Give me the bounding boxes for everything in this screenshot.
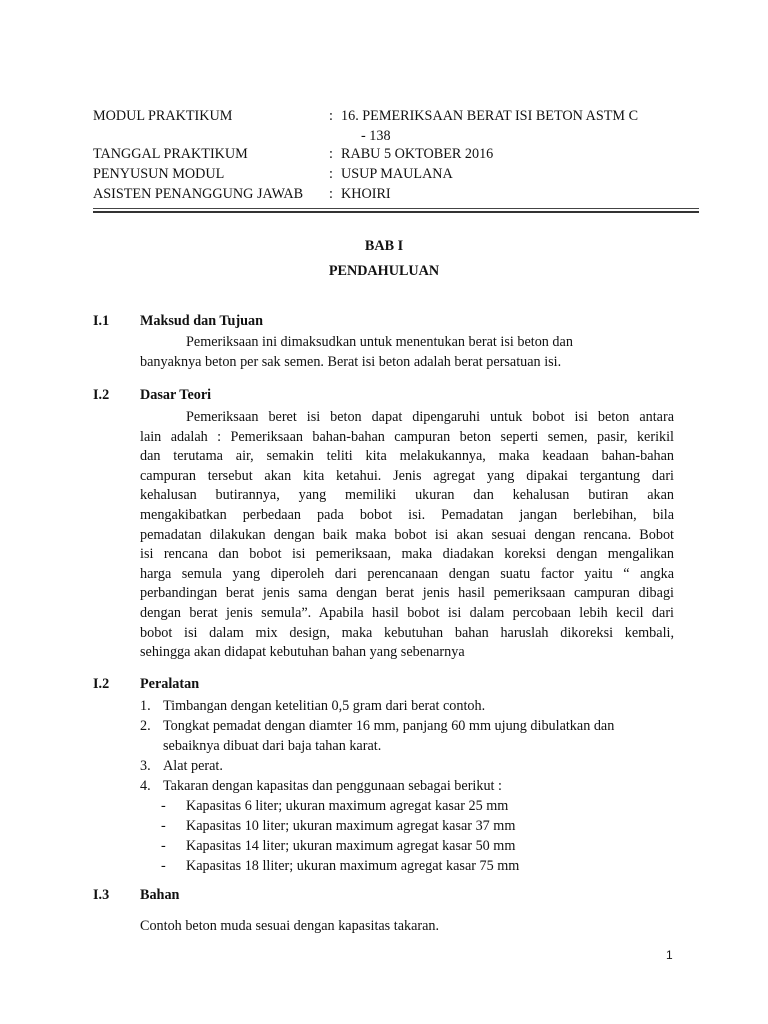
section-number: I.3	[93, 887, 110, 903]
list-dash: -	[161, 838, 166, 854]
list-item	[140, 756, 674, 776]
paragraph-line: bobot isi dalam mix design, maka kebutuhan bahan haruslah dikoreksi kembali,	[140, 624, 674, 641]
header-value: - 138	[361, 128, 391, 144]
paragraph-line: Pemeriksaan ini dimaksudkan untuk menentukan berat isi beton dan	[186, 334, 573, 350]
paragraph-line: mengakibatkan perbedaan pada bobot isi. Pemadatan jangan berlebihan, bila	[140, 506, 674, 523]
paragraph-line: Pemeriksaan beret isi beton dapat dipengaruhi untuk bobot isi beton antara	[186, 409, 674, 425]
section-number: I.2	[93, 676, 110, 692]
list-text: Tongkat pemadat dengan diamter 16 mm, panjang 60 mm ujung dibulatkan dan	[163, 718, 615, 734]
paragraph-line: pemadatan dilakukan dengan baik maka bobot isi akan sesuai dengan rencana. Bobot	[140, 526, 674, 543]
list-item	[140, 716, 674, 736]
list-text: Alat perat.	[163, 758, 223, 774]
equipment-list	[140, 696, 674, 796]
header-label: TANGGAL PRAKTIKUM	[93, 146, 248, 162]
list-dash: -	[161, 858, 166, 874]
page-number: 1	[666, 948, 673, 962]
list-text: Takaran dengan kapasitas dan penggunaan sebagai berikut :	[163, 778, 502, 794]
list-text: Kapasitas 10 liter; ukuran maximum agregat kasar 37 mm	[186, 818, 516, 834]
header-divider-top	[93, 208, 699, 209]
paragraph-line: lain adalah : Pemeriksaan bahan-bahan campuran beton seperti semen, pasir, kerikil	[140, 428, 674, 445]
section-title: Bahan	[140, 887, 180, 903]
list-number: 2.	[140, 718, 151, 734]
section-title: Peralatan	[140, 676, 200, 692]
list-number: 1.	[140, 698, 151, 714]
section-title: Maksud dan Tujuan	[140, 313, 264, 329]
chapter-title: BAB I	[364, 238, 404, 254]
header-divider-bottom	[93, 211, 699, 213]
list-text: Timbangan dengan ketelitian 0,5 gram dari berat contoh.	[163, 698, 486, 714]
header-colon: :	[329, 108, 333, 124]
paragraph-line: campuran tersebut akan kita ketahui. Jenis agregat yang dipakai tergantung dari	[140, 467, 674, 484]
header-value: RABU 5 OKTOBER 2016	[341, 146, 494, 162]
list-number: 3.	[140, 758, 151, 774]
list-text: sebaiknya dibuat dari baja tahan karat.	[163, 738, 382, 754]
list-text: Kapasitas 18 lliter; ukuran maximum agregat kasar 75 mm	[186, 858, 520, 874]
list-item	[140, 776, 674, 796]
section-paragraph	[140, 917, 674, 937]
header-label: MODUL PRAKTIKUM	[93, 108, 233, 124]
header-value: USUP MAULANA	[341, 166, 453, 182]
list-item	[140, 696, 674, 716]
paragraph-line: sehingga akan didapat kebutuhan bahan yang sebenarnya	[140, 644, 465, 661]
section-number: I.1	[93, 313, 110, 329]
section-title: Dasar Teori	[140, 387, 212, 403]
list-item	[140, 736, 674, 756]
paragraph-line: dan terutama air, semakin teliti kita melakukannya, maka keadaan bahan-bahan	[140, 448, 674, 465]
header-colon: :	[329, 186, 333, 202]
paragraph-line: harga semula yang diperoleh dari perencanaan dengan suatu factor yaitu “ angka	[140, 565, 674, 582]
section-paragraph	[140, 333, 674, 372]
header-colon: :	[329, 166, 333, 182]
paragraph-line: isi rencana dan bobot isi pemeriksaan, maka diadakan koreksi dengan mengalikan	[140, 546, 674, 563]
list-text: Kapasitas 6 liter; ukuran maximum agregat kasar 25 mm	[186, 798, 509, 814]
list-dash: -	[161, 798, 166, 814]
header-value: 16. PEMERIKSAAN BERAT ISI BETON ASTM C	[341, 108, 639, 124]
header-label: ASISTEN PENANGGUNG JAWAB	[93, 186, 304, 202]
paragraph-line: dengan berat jenis semula”. Apabila hasil bobot isi dalam percobaan lebih kecil dari	[140, 604, 674, 621]
paragraph-line: banyaknya beton per sak semen. Berat isi beton adalah berat persatuan isi.	[140, 353, 562, 370]
list-dash: -	[161, 818, 166, 834]
header-label: PENYUSUN MODUL	[93, 166, 225, 182]
paragraph-line: perbandingan berat jenis sama dengan berat jenis hasil pemeriksaan campuran dibagi	[140, 585, 674, 602]
section-number: I.2	[93, 387, 110, 403]
header-colon: :	[329, 146, 333, 162]
section-paragraph	[140, 408, 674, 663]
header-value: KHOIRI	[341, 186, 391, 202]
list-number: 4.	[140, 778, 151, 794]
list-text: Kapasitas 14 liter; ukuran maximum agregat kasar 50 mm	[186, 838, 516, 854]
paragraph-line: Contoh beton muda sesuai dengan kapasitas takaran.	[140, 918, 440, 934]
chapter-subtitle: PENDAHULUAN	[328, 263, 440, 279]
paragraph-line: kehalusan butirannya, yang memiliki ukuran dan kehalusan butiran akan	[140, 487, 674, 504]
